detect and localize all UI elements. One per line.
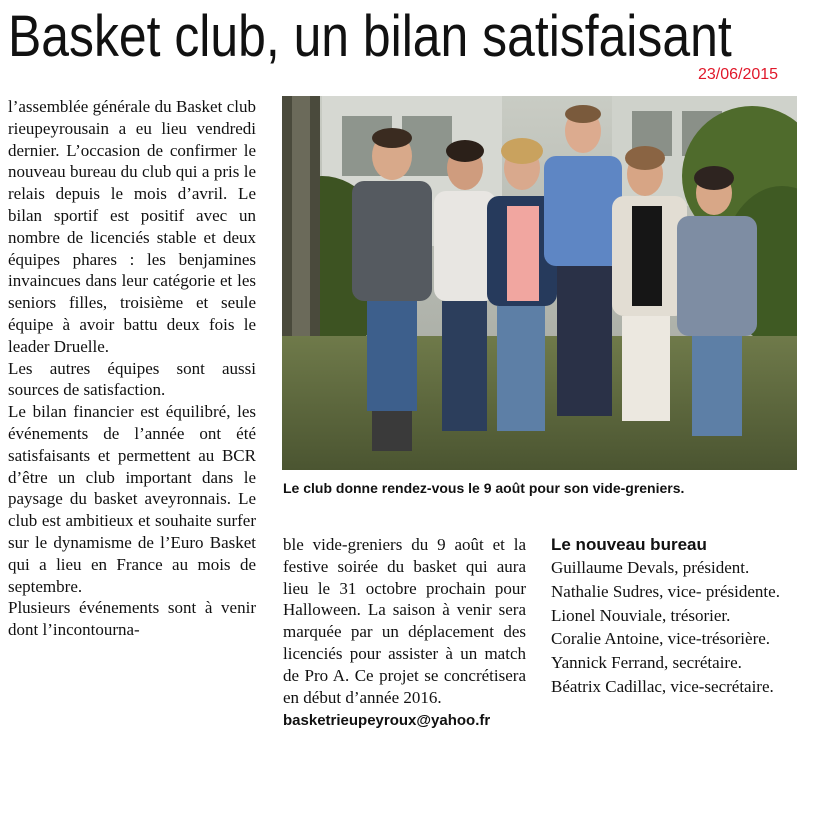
article-date: 23/06/2015 xyxy=(698,66,779,83)
article-column-1 xyxy=(8,96,256,641)
article-paragraph: ble vide-greniers du 9 août et la festive soirée du basket qui aura lieu le 31 octobre prochain pour Halloween. La saison à venir sera marquée par un déplacement des licenciés pour assister à un match de Pro A. Ce projet se concrétisera en début d’année 2016. xyxy=(283,535,526,707)
bureau-member: Béatrix Cadillac, vice-secrétaire. xyxy=(551,676,774,696)
bureau-box xyxy=(551,534,795,700)
article-paragraph: Les autres équipes sont aussi sources de satisfaction. xyxy=(8,358,256,400)
bureau-heading: Le nouveau bureau xyxy=(551,535,707,554)
photo-caption: Le club donne rendez-vous le 9 août pour son vide-greniers. xyxy=(283,480,685,496)
bureau-member: Coralie Antoine, vice-trésorière. xyxy=(551,629,771,649)
article-paragraph: Le bilan financier est équilibré, les événements de l’année ont été satisfaisants et permettent au BCR d’être un club important dans le paysage du basket aveyronnais. Le club est ambitieux et souhaite surfer sur le dynamisme de l’Euro Basket qui a lieu en France au mois de septembre. xyxy=(8,402,256,596)
article-paragraph: Plusieurs événements sont à venir dont l’incontourna- xyxy=(8,598,256,640)
bureau-member: Lionel Nouviale, trésorier. xyxy=(551,605,731,625)
contact-email[interactable]: basketrieupeyroux@yahoo.fr xyxy=(283,712,491,730)
article-paragraph: l’assemblée générale du Basket club rieupeyrousain a eu lieu vendredi dernier. L’occasion de confirmer le nouveau bureau du club qui a pris le relais depuis le mois d’avril. Le bilan sportif est positif avec un nombre de licenciés stable et deux équipes phares : les benjamines invaincues dans leur catégorie et les seniors filles, troisième et seule équipe à avoir battu deux fois le leader Druelle. xyxy=(8,97,256,356)
article-title: Basket club, un bilan satisfaisant xyxy=(8,4,732,69)
article-column-2 xyxy=(283,534,526,732)
group-photo xyxy=(282,96,797,470)
bureau-member: Yannick Ferrand, secrétaire. xyxy=(551,653,742,673)
bureau-member: Nathalie Sudres, vice- présidente. xyxy=(551,581,780,601)
bureau-member: Guillaume Devals, président. xyxy=(551,558,750,577)
